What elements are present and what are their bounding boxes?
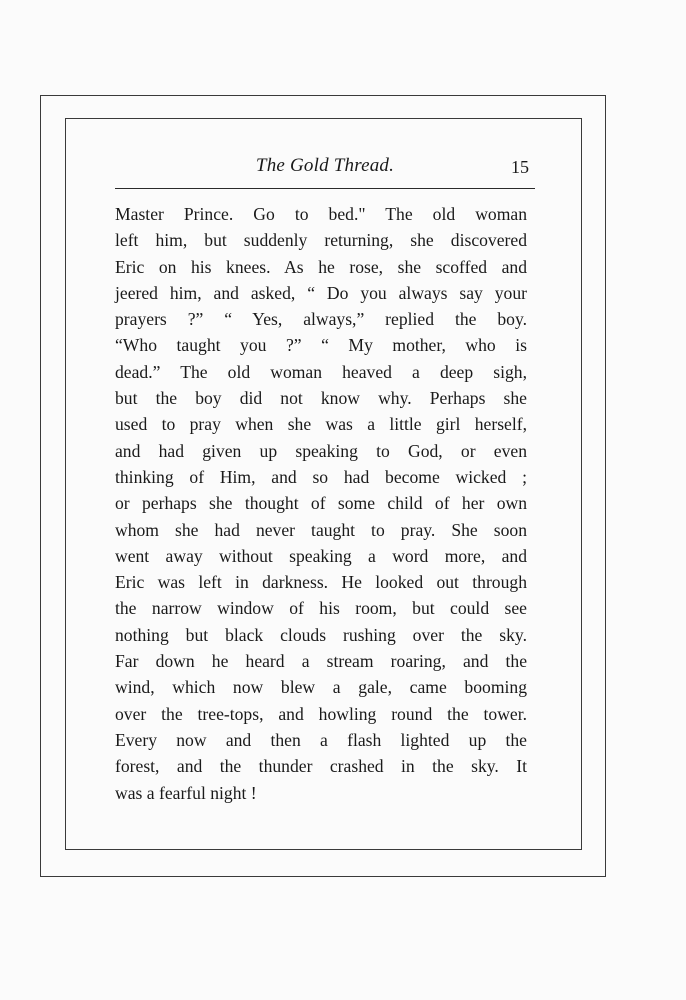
header-rule [115,188,535,189]
running-title: The Gold Thread. [255,155,395,176]
text-line: prayers ?” “ Yes, always,” replied the boy. [115,309,527,330]
text-line: Eric was left in darkness. He looked out through [115,572,527,593]
text-line: Every now and then a flash lighted up the [115,729,527,750]
text-line: nothing but black clouds rushing over the sky. [115,624,527,645]
text-line: but the boy did not know why. Perhaps she [115,388,527,409]
text-line: Far down he heard a stream roaring, and the [115,651,527,672]
text-line: left him, but suddenly returning, she discovered [115,230,527,251]
text-line: dead.” The old woman heaved a deep sigh, [115,361,527,382]
text-line: wind, which now blew a gale, came booming [115,677,527,698]
text-line: and had given up speaking to God, or even [115,440,527,461]
text-line: went away without speaking a word more, and [115,545,527,566]
text-line: over the tree-tops, and howling round the tower. [115,703,527,724]
running-head [115,152,535,182]
text-line: forest, and the thunder crashed in the sky. It [115,756,527,777]
text-line: Eric on his knees. As he rose, she scoffed and [115,256,527,277]
text-line: or perhaps she thought of some child of her own [115,493,527,514]
text-line: “Who taught you ?” “ My mother, who is [115,335,527,356]
body-paragraph [115,201,527,806]
text-line: Master Prince. Go to bed." The old woman [115,204,527,224]
text-line: was a fearful night ! [115,782,257,803]
text-line: jeered him, and asked, “ Do you always say your [115,282,527,303]
text-line: whom she had never taught to pray. She soon [115,519,527,540]
text-line: used to pray when she was a little girl herself, [115,414,527,435]
text-line: the narrow window of his room, but could see [115,598,527,619]
text-line: thinking of Him, and so had become wicked ; [115,466,527,487]
page-number: 15 [511,157,529,177]
